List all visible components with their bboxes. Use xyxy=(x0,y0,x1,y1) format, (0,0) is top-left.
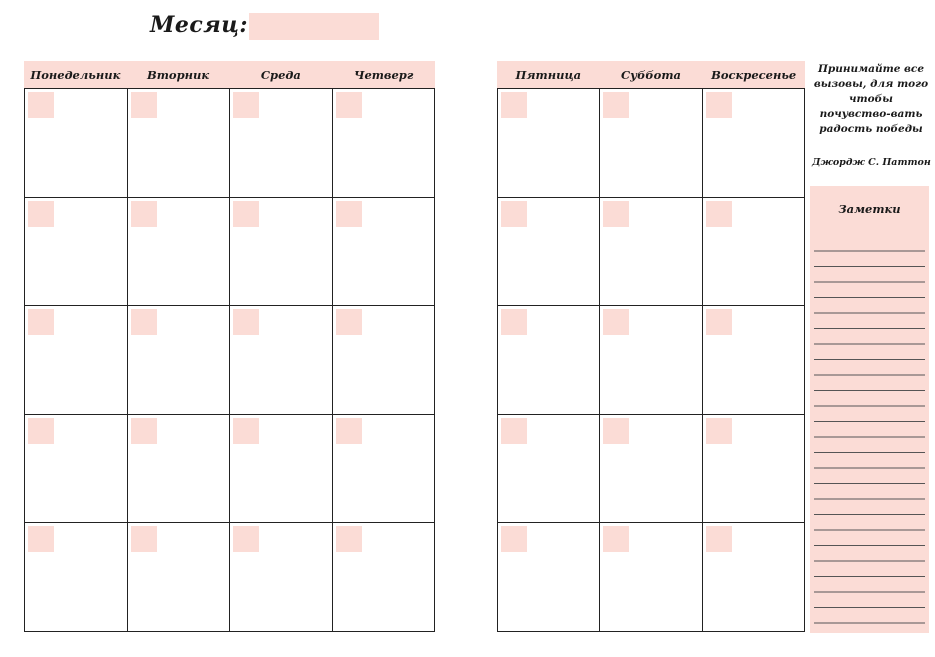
left-day-cell[interactable] xyxy=(230,415,333,524)
left-day-cell[interactable] xyxy=(128,89,231,198)
date-number-box[interactable] xyxy=(706,309,732,335)
right-day-cell[interactable] xyxy=(600,198,702,307)
right-day-cell[interactable] xyxy=(498,89,600,198)
day-label-saturday: Суббота xyxy=(621,67,681,82)
left-day-cell[interactable] xyxy=(230,89,333,198)
date-number-box[interactable] xyxy=(233,418,259,444)
quote-author: Джордж С. Паттон xyxy=(812,157,931,168)
date-number-box[interactable] xyxy=(233,526,259,552)
date-number-box[interactable] xyxy=(28,418,54,444)
left-day-cell[interactable] xyxy=(25,415,128,524)
date-number-box[interactable] xyxy=(336,201,362,227)
day-label-monday: Понедельник xyxy=(30,67,121,82)
date-number-box[interactable] xyxy=(336,418,362,444)
right-day-cell[interactable] xyxy=(498,415,600,524)
date-number-box[interactable] xyxy=(603,201,629,227)
right-day-cell[interactable] xyxy=(600,89,702,198)
date-number-box[interactable] xyxy=(131,418,157,444)
date-number-box[interactable] xyxy=(28,309,54,335)
date-number-box[interactable] xyxy=(28,526,54,552)
left-day-cell[interactable] xyxy=(333,306,436,415)
date-number-box[interactable] xyxy=(131,201,157,227)
weekday-header-left xyxy=(24,61,435,88)
date-number-box[interactable] xyxy=(233,92,259,118)
right-day-cell[interactable] xyxy=(498,523,600,632)
date-number-box[interactable] xyxy=(501,92,527,118)
date-number-box[interactable] xyxy=(501,418,527,444)
left-day-cell[interactable] xyxy=(25,306,128,415)
date-number-box[interactable] xyxy=(233,309,259,335)
left-day-cell[interactable] xyxy=(25,198,128,307)
left-day-cell[interactable] xyxy=(128,306,231,415)
date-number-box[interactable] xyxy=(706,526,732,552)
date-number-box[interactable] xyxy=(28,201,54,227)
right-day-cell[interactable] xyxy=(600,523,702,632)
date-number-box[interactable] xyxy=(603,418,629,444)
left-day-cell[interactable] xyxy=(333,415,436,524)
date-number-box[interactable] xyxy=(706,418,732,444)
date-number-box[interactable] xyxy=(233,201,259,227)
day-label-friday: Пятница xyxy=(515,67,582,82)
right-day-cell[interactable] xyxy=(703,198,805,307)
date-number-box[interactable] xyxy=(501,309,527,335)
left-day-cell[interactable] xyxy=(128,198,231,307)
right-day-cell[interactable] xyxy=(600,306,702,415)
right-day-cell[interactable] xyxy=(498,198,600,307)
date-number-box[interactable] xyxy=(603,309,629,335)
notes-panel xyxy=(810,186,929,633)
date-number-box[interactable] xyxy=(603,526,629,552)
left-day-cell[interactable] xyxy=(230,198,333,307)
day-label-sunday: Воскресенье xyxy=(711,67,797,82)
day-label-wednesday: Среда xyxy=(260,67,301,82)
date-number-box[interactable] xyxy=(131,526,157,552)
month-input[interactable] xyxy=(249,13,379,40)
left-day-cell[interactable] xyxy=(333,523,436,632)
left-day-cell[interactable] xyxy=(333,198,436,307)
date-number-box[interactable] xyxy=(706,201,732,227)
right-day-cell[interactable] xyxy=(498,306,600,415)
left-day-cell[interactable] xyxy=(25,89,128,198)
motivational-quote: Принимайте все вызовы, для того чтобы почувство-вать радость победы xyxy=(813,63,929,135)
date-number-box[interactable] xyxy=(336,526,362,552)
right-day-cell[interactable] xyxy=(703,415,805,524)
left-day-cell[interactable] xyxy=(333,89,436,198)
month-label: Месяц: xyxy=(150,12,249,38)
left-day-cell[interactable] xyxy=(128,415,231,524)
right-day-cell[interactable] xyxy=(600,415,702,524)
day-label-tuesday: Вторник xyxy=(147,67,210,82)
date-number-box[interactable] xyxy=(336,309,362,335)
date-number-box[interactable] xyxy=(603,92,629,118)
right-day-cell[interactable] xyxy=(703,523,805,632)
date-number-box[interactable] xyxy=(28,92,54,118)
date-number-box[interactable] xyxy=(501,201,527,227)
date-number-box[interactable] xyxy=(336,92,362,118)
left-day-cell[interactable] xyxy=(230,306,333,415)
weekday-header-right xyxy=(497,61,805,88)
date-number-box[interactable] xyxy=(131,309,157,335)
date-number-box[interactable] xyxy=(131,92,157,118)
left-day-cell[interactable] xyxy=(128,523,231,632)
day-label-thursday: Четверг xyxy=(353,67,414,82)
left-day-cell[interactable] xyxy=(230,523,333,632)
notes-lines[interactable] xyxy=(814,236,925,625)
calendar-grid-right xyxy=(497,88,805,632)
right-day-cell[interactable] xyxy=(703,89,805,198)
notes-title: Заметки xyxy=(838,202,901,216)
left-day-cell[interactable] xyxy=(25,523,128,632)
right-day-cell[interactable] xyxy=(703,306,805,415)
calendar-grid-left xyxy=(24,88,435,632)
date-number-box[interactable] xyxy=(501,526,527,552)
date-number-box[interactable] xyxy=(706,92,732,118)
